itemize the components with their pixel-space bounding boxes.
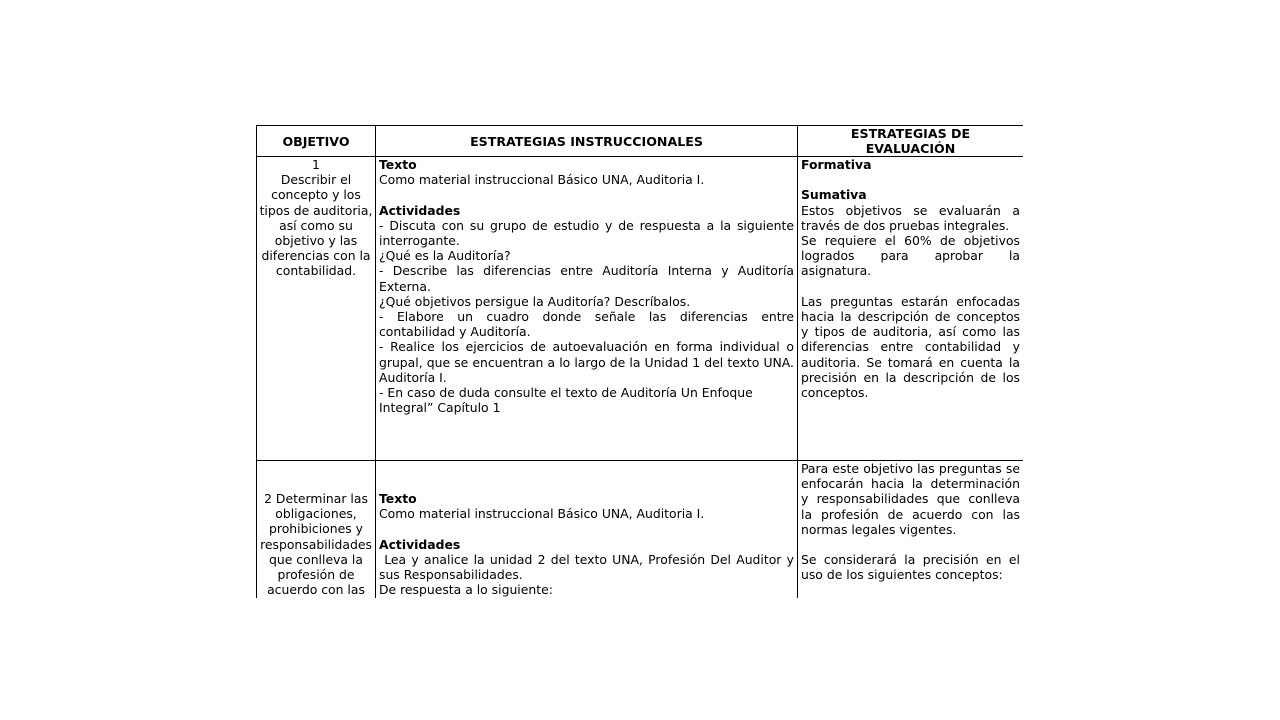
objetivo-cell — [257, 461, 376, 599]
actividad-line: ¿Qué es la Auditoría? — [379, 248, 511, 264]
texto-heading: Texto — [379, 157, 417, 172]
header-estrategias-instruccionales: ESTRATEGIAS INSTRUCCIONALES — [376, 126, 798, 157]
evaluacion-cell — [798, 461, 1024, 599]
actividad-line: Lea y analice la unidad 2 del texto UNA, Profesión Del Auditor y sus Responsabilidades. — [379, 551, 798, 582]
actividades-heading: Actividades — [379, 536, 461, 552]
formativa-heading: Formativa — [801, 157, 872, 172]
actividad-line: - En caso de duda consulte el texto de Auditoría Un Enfoque Integral” Capítulo 1 — [379, 385, 753, 416]
evaluacion-paragraph: Se considerará la precisión en el uso de los siguientes conceptos: — [801, 552, 1020, 583]
header-estrategias-evaluacion: ESTRATEGIAS DE EVALUACIÓN — [798, 126, 1024, 157]
actividad-line: De respuesta a lo siguiente: — [379, 582, 553, 598]
table-row — [257, 461, 1024, 599]
texto-body: Como material instruccional Básico UNA, Auditoria I. — [379, 172, 705, 188]
evaluacion-paragraph: Para este objetivo las preguntas se enfocarán hacia la determinación y responsabilidades que conlleva la profesión de acuerdo con las normas legales vigentes. — [801, 461, 1020, 537]
actividad-line: - Realice los ejercicios de autoevaluación en forma individual o grupal, que se encuentran a lo largo de la Unidad 1 del texto UNA. Auditoría I. — [379, 339, 794, 385]
actividad-line: - Describe las diferencias entre Auditoría Interna y Auditoría Externa. — [379, 263, 794, 294]
actividad-line: - Elabore un cuadro donde señale las diferencias entre contabilidad y Auditoría. — [379, 309, 794, 340]
evaluacion-paragraph: Las preguntas estarán enfocadas hacia la descripción de conceptos y tipos de auditoria, así como las diferencias entre contabilidad y auditoria. Se tomará en cuenta la precisión en la descripción de los conceptos. — [801, 293, 1020, 401]
objetivo-text: Describir el concepto y los tipos de auditoria, así como su objetivo y las diferencias con la contabilidad. — [259, 172, 373, 279]
actividad-line: - Discuta con su grupo de estudio y de respuesta a la siguiente interrogante. — [379, 217, 794, 248]
objectives-table — [256, 125, 1023, 598]
actividades-heading: Actividades — [379, 202, 461, 218]
evaluacion-paragraph: Se requiere el 60% de objetivos logrados para aprobar la asignatura. — [801, 233, 1020, 279]
table-header-row — [257, 126, 1024, 157]
objetivo-text: 2 Determinar las obligaciones, prohibiciones y responsabilidades que conlleva la profesión de acuerdo con las — [260, 491, 372, 598]
sumativa-heading: Sumativa — [801, 187, 867, 203]
instruccionales-cell — [376, 461, 798, 599]
texto-body: Como material instruccional Básico UNA, Auditoria I. — [379, 506, 705, 522]
instruccionales-cell — [376, 157, 798, 461]
header-objetivo: OBJETIVO — [257, 126, 376, 157]
objetivo-cell — [257, 157, 376, 461]
objetivo-number: 1 — [312, 157, 320, 172]
texto-heading: Texto — [379, 491, 417, 506]
table-row — [257, 157, 1024, 461]
document-page — [256, 125, 1023, 598]
actividad-line: ¿Qué objetivos persigue la Auditoría? Descríbalos. — [379, 293, 691, 309]
evaluacion-paragraph: Estos objetivos se evaluarán a través de dos pruebas integrales. — [801, 202, 1020, 233]
evaluacion-cell — [798, 157, 1024, 461]
